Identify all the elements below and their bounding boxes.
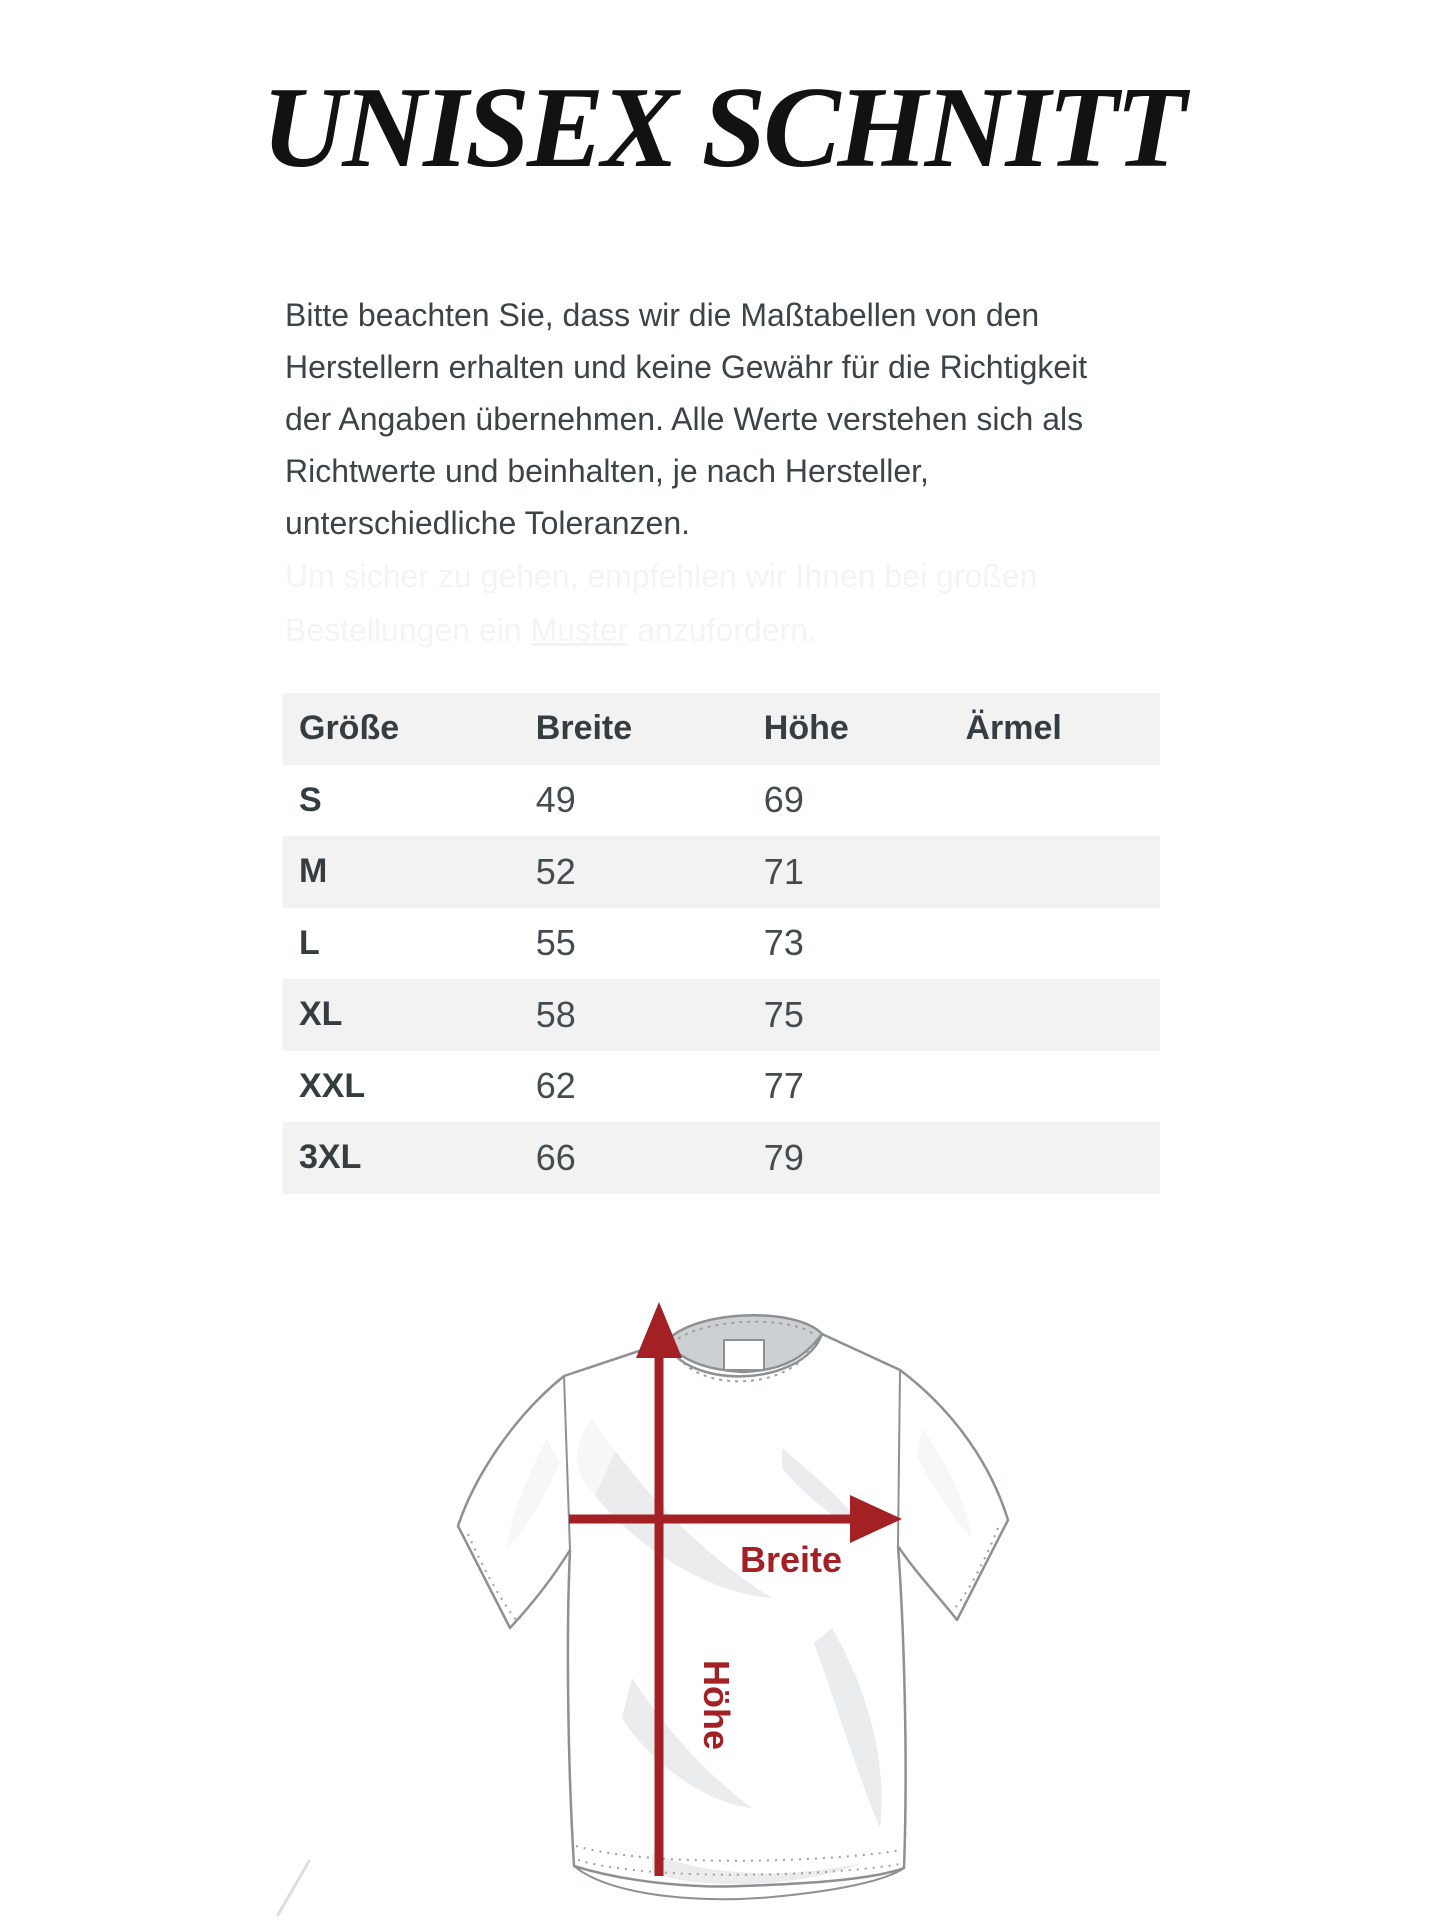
cell-breite: 66 <box>535 1136 576 1178</box>
table-row <box>283 765 1160 837</box>
cell-hoehe: 79 <box>763 1136 804 1178</box>
table-row <box>283 836 1160 908</box>
size-table <box>283 693 1160 1194</box>
sample-note-line: Um sicher zu gehen, empfehlen wir Ihnen bei großen <box>285 558 1038 594</box>
cell-size: 3XL <box>299 1138 362 1177</box>
height-arrow-label: Höhe <box>696 1660 737 1750</box>
table-header-row <box>283 693 1160 765</box>
shirt-outline <box>458 1334 1008 1899</box>
disclaimer-line: Richtwerte und beinhalten, je nach Hersteller, <box>285 453 929 489</box>
table-row <box>283 979 1160 1051</box>
column-header-hoehe: Höhe <box>763 709 849 748</box>
cell-size: XL <box>299 995 343 1034</box>
cell-hoehe: 77 <box>763 1065 804 1107</box>
table-row <box>283 908 1160 980</box>
cell-breite: 52 <box>535 850 576 892</box>
sample-note-text: anzufordern. <box>628 612 817 648</box>
collar-label <box>724 1340 764 1370</box>
column-header-aermel: Ärmel <box>965 709 1062 748</box>
disclaimer-line: Herstellern erhalten und keine Gewähr für die Richtigkeit <box>285 349 1088 385</box>
disclaimer-paragraph <box>285 289 1185 549</box>
sample-note-paragraph <box>285 549 1185 657</box>
cell-hoehe: 71 <box>763 850 804 892</box>
cell-size: XXL <box>299 1066 366 1105</box>
table-row <box>283 1051 1160 1123</box>
cell-hoehe: 75 <box>763 993 804 1035</box>
cell-breite: 49 <box>535 779 576 821</box>
disclaimer-line: Bitte beachten Sie, dass wir die Maßtabellen von den <box>285 297 1040 333</box>
height-arrowhead-icon <box>636 1302 682 1358</box>
cell-size: M <box>299 852 328 891</box>
sample-note-line <box>285 603 1185 657</box>
cell-breite: 62 <box>535 1065 576 1107</box>
muster-link[interactable]: Muster <box>530 612 629 648</box>
cell-breite: 55 <box>535 922 576 964</box>
width-arrow-label: Breite <box>740 1539 843 1580</box>
image-edge-artifact <box>276 1860 311 1917</box>
column-header-groesse: Größe <box>299 709 400 748</box>
disclaimer-line: der Angaben übernehmen. Alle Werte verstehen sich als <box>285 401 1084 437</box>
table-row <box>283 1122 1160 1194</box>
collar <box>666 1315 822 1381</box>
cell-breite: 58 <box>535 993 576 1035</box>
cell-size: S <box>299 780 322 819</box>
cell-hoehe: 73 <box>763 922 804 964</box>
cell-size: L <box>299 923 320 962</box>
disclaimer-line: unterschiedliche Toleranzen. <box>285 505 690 541</box>
tshirt-illustration <box>452 1298 1014 1910</box>
cell-hoehe: 69 <box>763 779 804 821</box>
sample-note-text: Bestellungen ein <box>285 612 531 648</box>
column-header-breite: Breite <box>535 709 633 748</box>
page-title: UNISEX SCHNITT <box>261 64 1184 192</box>
